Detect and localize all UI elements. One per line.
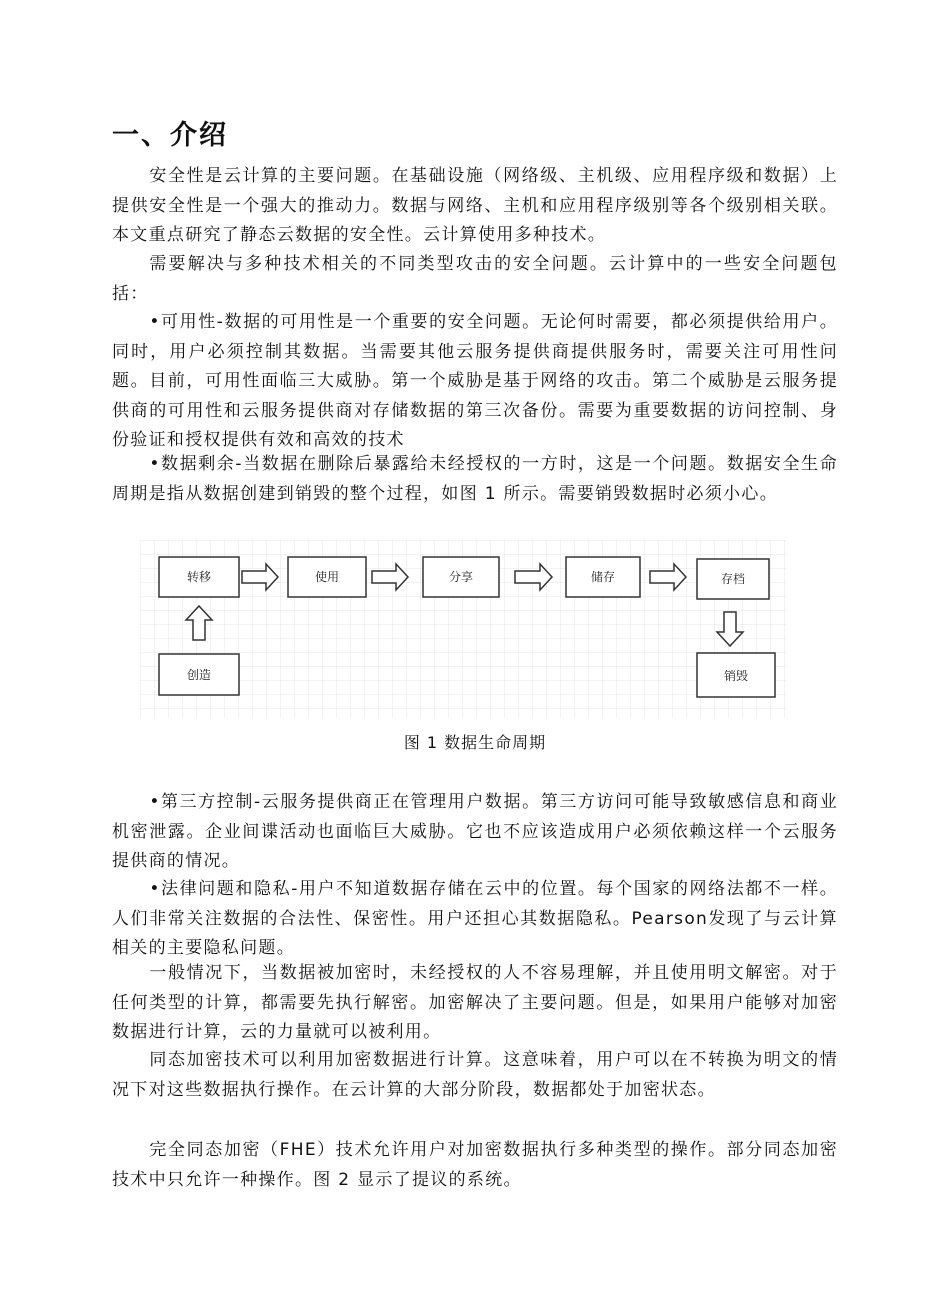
box-archive — [697, 559, 769, 599]
paragraph-security-issues: 需要解决与多种技术相关的不同类型攻击的安全问题。云计算中的一些安全问题包括： — [112, 254, 838, 304]
paragraph-availability: •可用性-数据的可用性是一个重要的安全问题。无论何时需要，都必须提供给用户。同时，用户必须控制其数据。当需要其他云服务提供商提供服务时，需要关注可用性问题。目前，可用性面临三大威胁。第一个威胁是基于网络的攻击。第二个威胁是云服务提供商的可用性和云服务提供商对存储数据的第三次备份。需要为重要数据的访问控制、身份验证和授权提供有效和高效的技术 — [112, 312, 838, 450]
box-share-label: 分享 — [448, 570, 474, 584]
box-create-label: 创造 — [186, 668, 212, 682]
box-store — [566, 557, 640, 597]
paragraph-intro: 安全性是云计算的主要问题。在基础设施（网络级、主机级、应用程序级和数据）上提供安全性是一个强大的推动力。数据与网络、主机和应用程序级别等各个级别相关联。本文重点研究了静态云数据的安全性。云计算使用多种技术。 — [112, 166, 838, 245]
paragraph-data-remanence: •数据剩余-当数据在删除后暴露给未经授权的一方时，这是一个问题。数据安全生命周期是指从数据创建到销毁的整个过程，如图 1 所示。需要销毁数据时必须小心。 — [112, 454, 838, 504]
box-create — [159, 654, 239, 695]
paragraph-legal-privacy: •法律问题和隐私-用户不知道数据存储在云中的位置。每个国家的网络法都不一样。人们非常关注数据的合法性、保密性。用户还担心其数据隐私。Pearson发现了与云计算相关的主要隐私问题。 — [112, 879, 838, 958]
paragraph-homomorphic: 同态加密技术可以利用加密数据进行计算。这意味着，用户可以在不转换为明文的情况下对这些数据执行操作。在云计算的大部分阶段，数据都处于加密状态。 — [112, 1050, 838, 1100]
figure-caption: 图 1 数据生命周期 — [403, 733, 547, 752]
data-lifecycle-diagram — [140, 540, 786, 718]
box-share — [423, 557, 499, 597]
box-destroy-label: 销毁 — [723, 669, 749, 683]
box-use — [288, 557, 366, 597]
box-use-label: 使用 — [314, 570, 340, 584]
box-archive-label: 存档 — [720, 572, 746, 586]
box-store-label: 储存 — [590, 570, 616, 584]
paragraph-third-party-control: •第三方控制-云服务提供商正在管理用户数据。第三方访问可能导致敏感信息和商业机密泄露。企业间谍活动也面临巨大威胁。它也不应该造成用户必须依赖这样一个云服务提供商的情况。 — [112, 792, 838, 871]
box-transfer — [159, 557, 239, 597]
section-heading: 一、介绍 — [112, 120, 228, 151]
paragraph-fhe: 完全同态加密（FHE）技术允许用户对加密数据执行多种类型的操作。部分同态加密技术中只允许一种操作。图 2 显示了提议的系统。 — [112, 1140, 838, 1190]
paragraph-encryption: 一般情况下，当数据被加密时，未经授权的人不容易理解，并且使用明文解密。对于任何类型的计算，都需要先执行解密。加密解决了主要问题。但是，如果用户能够对加密数据进行计算，云的力量就可以被利用。 — [112, 963, 838, 1042]
box-transfer-label: 转移 — [186, 570, 212, 584]
box-destroy — [697, 653, 775, 697]
